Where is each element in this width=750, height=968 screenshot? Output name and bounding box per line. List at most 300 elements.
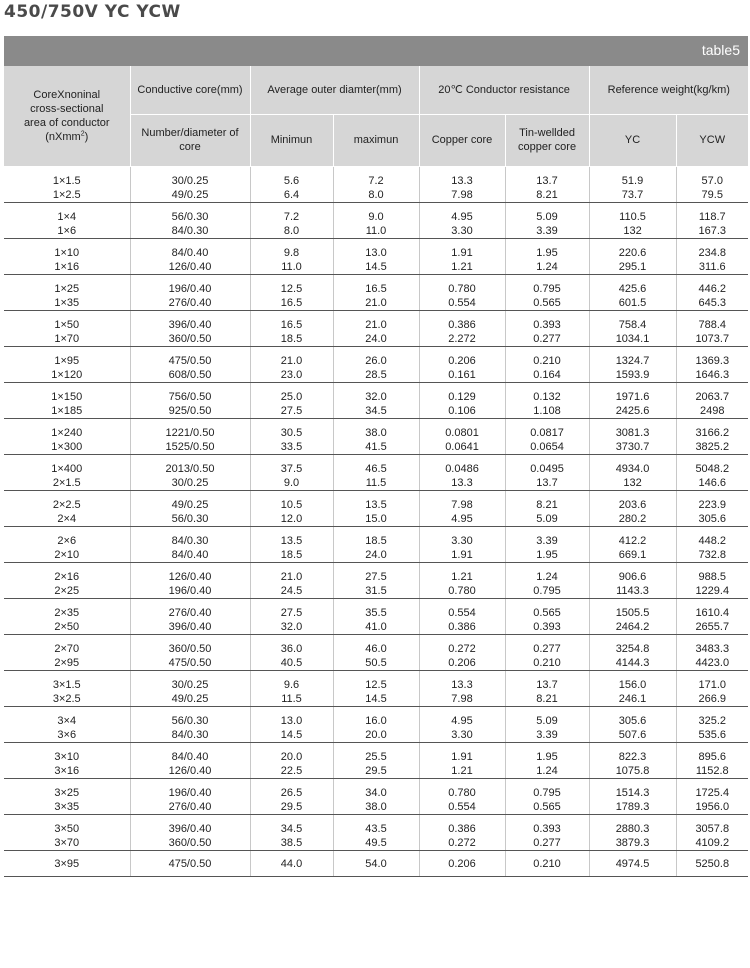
cell-value: 7.2 [283,210,300,223]
area-cell [4,310,130,346]
cell-value: 132 [623,476,642,489]
cell-value: 3×6 [57,728,77,741]
yc-weight-cell [589,742,676,778]
header-minimum: Minimun [250,114,333,166]
area-cell [4,418,130,454]
tin-resistance-cell [505,418,589,454]
cell-value: 1221/0.50 [165,426,215,439]
cell-value: 1×4 [57,210,77,223]
cell-value: 3×2.5 [52,692,81,705]
cell-value: 146.6 [698,476,727,489]
cell-value: 266.9 [698,692,727,705]
yc-weight-cell [589,814,676,850]
cell-value: 4.95 [451,210,473,223]
cell-value: 2×2.5 [52,498,81,511]
spec-table-body [4,166,748,876]
cell-value: 0.393 [533,318,561,331]
cell-value: 1.91 [451,246,473,259]
cell-value: 49.5 [365,836,387,849]
cell-value: 54.0 [365,857,387,870]
cell-value: 11.5 [281,692,302,705]
cell-value: 25.0 [280,390,303,403]
cell-value: 0.206 [448,354,476,367]
cell-value: 0.554 [448,800,476,813]
cell-value: 26.5 [280,786,303,799]
cell-value: 8.21 [536,498,558,511]
cell-value: 1.95 [536,750,558,763]
maximum-cell [333,634,419,670]
ycw-weight-cell [676,562,748,598]
cell-value: 56/0.30 [171,512,209,525]
cell-value: 0.210 [533,354,561,367]
ycw-weight-cell [676,634,748,670]
cell-value: 220.6 [618,246,647,259]
copper-resistance-cell [419,778,505,814]
area-cell [4,490,130,526]
table-row [4,742,748,778]
cell-value: 1.95 [536,246,558,259]
cell-value: 4974.5 [615,857,650,870]
maximum-cell [333,850,419,876]
cell-value: 2.272 [448,332,476,345]
table-row [4,490,748,526]
cell-value: 5.09 [536,210,558,223]
yc-weight-cell [589,382,676,418]
maximum-cell [333,598,419,634]
maximum-cell [333,454,419,490]
copper-resistance-cell [419,310,505,346]
cell-value: 2×10 [54,548,80,561]
cell-value: 1593.9 [615,368,650,381]
cell-value: 822.3 [618,750,647,763]
cell-value: 2×95 [54,656,80,669]
cell-value: 3×50 [54,822,80,835]
cell-value: 0.161 [448,368,476,381]
cell-value: 35.5 [365,606,387,619]
copper-resistance-cell [419,382,505,418]
cell-value: 0.554 [448,606,476,619]
cell-value: 18.5 [365,534,387,547]
cell-value: 0.277 [533,332,561,345]
cell-value: 2×1.5 [52,476,81,489]
cell-value: 25.5 [365,750,387,763]
table-row [4,238,748,274]
minimum-cell [250,166,333,202]
cell-value: 246.1 [618,692,647,705]
yc-weight-cell [589,202,676,238]
yc-weight-cell [589,850,676,876]
cell-value: 21.0 [280,570,303,583]
cell-value: 325.2 [698,714,727,727]
cell-value: 1×35 [54,296,80,309]
cell-value: 0.565 [533,800,561,813]
maximum-cell [333,310,419,346]
cell-value: 84/0.40 [171,246,209,259]
cell-value: 0.386 [448,318,476,331]
ycw-weight-cell [676,670,748,706]
cell-value: 1514.3 [615,786,650,799]
table-row [4,598,748,634]
cell-value: 446.2 [698,282,727,295]
cell-value: 1971.6 [615,390,650,403]
area-cell [4,274,130,310]
cell-value: 2464.2 [615,620,650,633]
cell-value: 1.24 [536,570,558,583]
cell-value: 38.0 [365,426,387,439]
cell-value: 0.106 [448,404,476,417]
cell-value: 13.0 [365,246,387,259]
cell-value: 11.5 [365,476,387,489]
minimum-cell [250,238,333,274]
cell-value: 5.09 [536,714,558,727]
maximum-cell [333,814,419,850]
cell-value: 305.6 [618,714,647,727]
cell-value: 4.95 [451,512,473,525]
cell-value: 27.5 [280,404,303,417]
cell-value: 475/0.50 [168,857,212,870]
area-cell [4,238,130,274]
cell-value: 27.5 [365,570,387,583]
cell-value: 196/0.40 [168,786,212,799]
cell-value: 0.272 [448,836,476,849]
cell-value: 0.210 [533,656,561,669]
minimum-cell [250,742,333,778]
table-row [4,778,748,814]
table-row [4,670,748,706]
minimum-cell [250,202,333,238]
cell-value: 5.09 [536,512,558,525]
cell-value: 14.5 [365,260,387,273]
core-cell [130,382,250,418]
cell-value: 9.0 [368,210,384,223]
cell-value: 16.5 [280,318,303,331]
area-cell [4,634,130,670]
cell-value: 20.0 [365,728,387,741]
maximum-cell [333,166,419,202]
cell-value: 396/0.40 [168,620,212,633]
cell-value: 1073.7 [695,332,730,345]
cell-value: 84/0.40 [171,548,209,561]
cell-value: 12.5 [365,678,387,691]
cell-value: 0.272 [448,642,476,655]
minimum-cell [250,382,333,418]
minimum-cell [250,526,333,562]
cell-value: 2655.7 [695,620,730,633]
cell-value: 15.0 [365,512,387,525]
cell-value: 34.0 [365,786,387,799]
cell-value: 234.8 [698,246,727,259]
core-cell [130,238,250,274]
ycw-weight-cell [676,706,748,742]
cell-value: 1×150 [51,390,83,403]
header-ycw: YCW [676,114,748,166]
table-row [4,706,748,742]
cell-value: 988.5 [698,570,727,583]
cell-value: 1×1.5 [52,174,81,187]
maximum-cell [333,418,419,454]
cell-value: 1725.4 [695,786,730,799]
table-row [4,634,748,670]
cell-value: 0.386 [448,822,476,835]
copper-resistance-cell [419,526,505,562]
yc-weight-cell [589,238,676,274]
maximum-cell [333,202,419,238]
cell-value: 13.7 [536,174,558,187]
tin-resistance-cell [505,706,589,742]
cell-value: 16.5 [365,282,387,295]
cell-value: 11.0 [365,224,387,237]
cell-value: 280.2 [618,512,647,525]
tin-resistance-cell [505,238,589,274]
cell-value: 3879.3 [615,836,650,849]
cell-value: 3081.3 [615,426,650,439]
ycw-weight-cell [676,526,748,562]
area-cell [4,562,130,598]
cell-value: 0.206 [448,656,476,669]
tin-resistance-cell [505,598,589,634]
cell-value: 73.7 [621,188,644,201]
cell-value: 0.129 [448,390,476,403]
table-row [4,202,748,238]
copper-resistance-cell [419,742,505,778]
cell-value: 0.795 [533,786,561,799]
core-cell [130,526,250,562]
cell-value: 2×50 [54,620,80,633]
cell-value: 1525/0.50 [165,440,215,453]
cell-value: 21.0 [365,296,387,309]
copper-resistance-cell [419,346,505,382]
copper-resistance-cell [419,490,505,526]
core-cell [130,454,250,490]
cell-value: 46.5 [365,462,387,475]
cell-value: 41.0 [365,620,387,633]
cell-value: 30/0.25 [171,678,209,691]
cell-value: 12.0 [280,512,303,525]
yc-weight-cell [589,706,676,742]
cell-value: 8.21 [536,692,558,705]
cell-value: 3×1.5 [52,678,81,691]
minimum-cell [250,418,333,454]
cell-value: 5048.2 [695,462,730,475]
cell-value: 448.2 [698,534,727,547]
header-average-outer-diameter: Average outer diamter(mm) [250,66,419,114]
table-label: table5 [701,42,740,58]
yc-weight-cell [589,670,676,706]
core-cell [130,814,250,850]
cell-value: 4109.2 [695,836,730,849]
copper-resistance-cell [419,418,505,454]
cell-value: 2425.6 [615,404,650,417]
area-cell [4,706,130,742]
cell-value: 36.0 [280,642,303,655]
tin-resistance-cell [505,346,589,382]
cell-value: 3.39 [536,534,558,547]
maximum-cell [333,526,419,562]
ycw-weight-cell [676,742,748,778]
core-cell [130,634,250,670]
cell-value: 118.7 [698,210,726,223]
area-cell [4,202,130,238]
minimum-cell [250,562,333,598]
cell-value: 4144.3 [615,656,650,669]
core-cell [130,202,250,238]
cell-value: 0.795 [533,584,561,597]
cell-value: 2×25 [54,584,80,597]
cell-value: 7.98 [451,188,473,201]
table-row [4,418,748,454]
area-cell [4,166,130,202]
cell-value: 40.5 [280,656,303,669]
cell-value: 84/0.30 [171,534,209,547]
copper-resistance-cell [419,202,505,238]
cell-value: 38.0 [365,800,387,813]
copper-resistance-cell [419,850,505,876]
cell-value: 1.21 [451,260,473,273]
minimum-cell [250,490,333,526]
cell-value: 3×16 [54,764,80,777]
tin-resistance-cell [505,526,589,562]
cell-value: 1×120 [51,368,83,381]
cell-value: 895.6 [698,750,727,763]
cell-value: 50.5 [365,656,387,669]
header-reference-weight: Reference weight(kg/km) [589,66,748,114]
copper-resistance-cell [419,814,505,850]
cell-value: 3057.8 [695,822,730,835]
cell-value: 13.0 [280,714,303,727]
cell-value: 788.4 [698,318,727,331]
cell-value: 29.5 [280,800,303,813]
cell-value: 3.39 [536,224,558,237]
ycw-weight-cell [676,346,748,382]
yc-weight-cell [589,526,676,562]
table-row [4,562,748,598]
cell-value: 0.277 [533,642,561,655]
cell-value: 1×240 [51,426,83,439]
tin-resistance-cell [505,166,589,202]
cell-value: 1034.1 [615,332,650,345]
cell-value: 16.0 [365,714,387,727]
maximum-cell [333,274,419,310]
cell-value: 126/0.40 [168,570,212,583]
cell-value: 22.5 [280,764,303,777]
cell-value: 1956.0 [695,800,730,813]
core-cell [130,706,250,742]
cell-value: 196/0.40 [168,584,212,597]
cell-value: 2×6 [57,534,77,547]
page-title: 450/750V YC YCW [4,2,181,22]
cell-value: 1×70 [54,332,80,345]
cell-value: 18.5 [280,548,303,561]
yc-weight-cell [589,346,676,382]
maximum-cell [333,382,419,418]
cell-value: 20.0 [280,750,303,763]
cell-value: 0.0817 [530,426,564,439]
cell-value: 1152.8 [695,764,729,777]
cell-value: 33.5 [280,440,303,453]
cell-value: 645.3 [698,296,727,309]
cell-value: 24.0 [365,548,387,561]
cell-value: 171.0 [698,678,727,691]
table-row [4,382,748,418]
yc-weight-cell [589,778,676,814]
core-cell [130,490,250,526]
header-copper-core: Copper core [419,114,505,166]
minimum-cell [250,634,333,670]
ycw-weight-cell [676,814,748,850]
cell-value: 49/0.25 [171,692,209,705]
cell-value: 46.0 [365,642,387,655]
cell-value: 8.21 [536,188,558,201]
cell-value: 1×400 [51,462,83,475]
cell-value: 3×10 [54,750,80,763]
tin-resistance-cell [505,454,589,490]
cell-value: 51.9 [621,174,644,187]
cell-value: 1.91 [451,750,473,763]
cell-value: 475/0.50 [168,354,212,367]
cell-value: 732.8 [698,548,727,561]
cell-value: 3730.7 [615,440,650,453]
cell-value: 14.5 [280,728,303,741]
ycw-weight-cell [676,598,748,634]
cell-value: 1610.4 [695,606,730,619]
copper-resistance-cell [419,670,505,706]
area-cell [4,382,130,418]
tin-resistance-cell [505,274,589,310]
cell-value: 1646.3 [695,368,730,381]
cell-value: 41.5 [365,440,387,453]
yc-weight-cell [589,598,676,634]
minimum-cell [250,778,333,814]
tin-resistance-cell [505,202,589,238]
cell-value: 360/0.50 [168,836,212,849]
area-cell [4,346,130,382]
core-cell [130,166,250,202]
area-cell [4,670,130,706]
core-cell [130,418,250,454]
minimum-cell [250,814,333,850]
cell-value: 10.5 [280,498,303,511]
minimum-cell [250,346,333,382]
cell-value: 0.393 [533,822,561,835]
cell-value: 1×16 [54,260,80,273]
yc-weight-cell [589,418,676,454]
core-cell [130,778,250,814]
table-row [4,346,748,382]
cell-value: 13.7 [536,678,558,691]
minimum-cell [250,274,333,310]
minimum-cell [250,598,333,634]
cell-value: 5250.8 [695,857,730,870]
table-row [4,814,748,850]
maximum-cell [333,490,419,526]
cell-value: 79.5 [701,188,723,201]
core-cell [130,274,250,310]
ycw-weight-cell [676,166,748,202]
maximum-cell [333,706,419,742]
cell-value: 906.6 [618,570,647,583]
cell-value: 756/0.50 [168,390,212,403]
cell-value: 2×4 [57,512,77,525]
core-cell [130,598,250,634]
maximum-cell [333,562,419,598]
cell-value: 0.393 [533,620,561,633]
tin-resistance-cell [505,742,589,778]
cell-value: 0.386 [448,620,476,633]
cell-value: 2×70 [54,642,80,655]
cell-value: 3×95 [54,857,80,870]
copper-resistance-cell [419,238,505,274]
tin-resistance-cell [505,814,589,850]
